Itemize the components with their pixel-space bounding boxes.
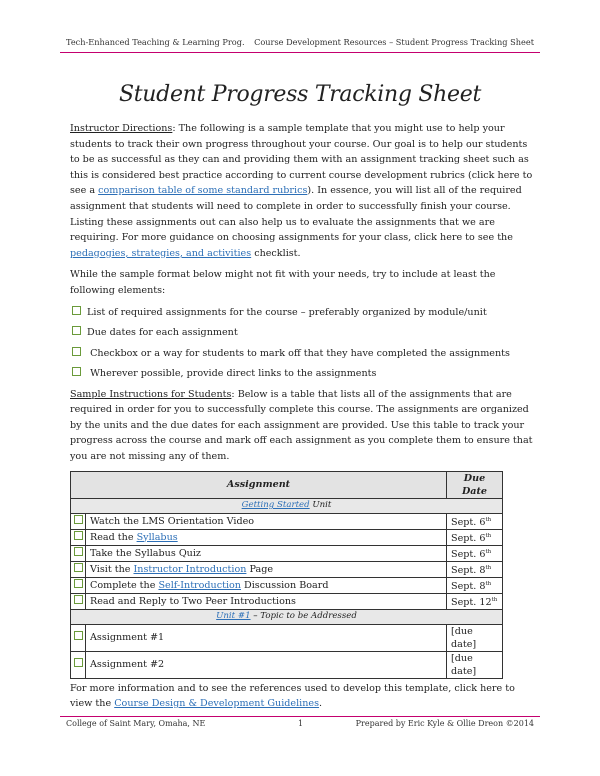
student-instructions-label: Sample Instructions for Students xyxy=(70,388,232,400)
table-header-row xyxy=(71,471,503,498)
elements-list xyxy=(70,305,534,387)
getting-started-link[interactable]: Getting Started xyxy=(241,500,310,510)
list-item: Wherever possible, provide direct links to the assignments xyxy=(70,366,534,387)
instructor-introduction-link[interactable]: Instructor Introduction xyxy=(133,563,247,575)
table-row: Read and Reply to Two Peer Introductions Sept. 12th xyxy=(71,593,503,609)
list-item: Due dates for each assignment xyxy=(70,325,534,346)
section-row: Getting Started Unit xyxy=(71,498,503,513)
footer-right: Prepared by Eric Kyle & Ollie Dreon ©2014 xyxy=(355,719,534,728)
self-introduction-link[interactable]: Self-Introduction xyxy=(158,579,241,591)
elements-intro: While the sample format below might not fit with your needs, try to include at least the following elements: xyxy=(70,269,496,296)
checkbox-icon[interactable] xyxy=(72,306,81,315)
assignment-table xyxy=(70,471,503,679)
table-row: Visit the Instructor Introduction Page Sept. 8th xyxy=(71,561,503,577)
rubrics-link[interactable]: comparison table of some standard rubrics xyxy=(98,185,308,197)
checkbox-icon[interactable] xyxy=(74,547,83,556)
checkbox-icon[interactable] xyxy=(74,631,83,640)
due-date-column-header: Due Date xyxy=(447,471,503,498)
checkbox-icon[interactable] xyxy=(74,658,83,667)
list-item: Checkbox or a way for students to mark off that they have completed the assignments xyxy=(70,346,534,367)
section-row: Unit #1 – Topic to be Addressed xyxy=(71,609,503,624)
checkbox-icon[interactable] xyxy=(74,531,83,540)
more-information: For more information and to see the references used to develop this template, click here to view the Course Design & Development Guidelines. xyxy=(70,682,515,710)
checkbox-icon[interactable] xyxy=(74,595,83,604)
header-right: Course Development Resources – Student Progress Tracking Sheet xyxy=(254,37,534,47)
checkbox-icon[interactable] xyxy=(74,515,83,524)
page-header xyxy=(66,37,534,53)
checkbox-icon[interactable] xyxy=(74,563,83,572)
table-row: Take the Syllabus Quiz Sept. 6th xyxy=(71,545,503,561)
student-instructions: Sample Instructions for Students: Below is a table that lists all of the assignments that are required in order for you to successfully complete this course. The assignments are organized by the units and the due dates for each assignment are provided. Use this table to track your progress across the course and mark off each assignment as you complete them to ensure that you are not missing any of them. xyxy=(70,388,533,462)
checkbox-icon[interactable] xyxy=(72,347,81,356)
document-body xyxy=(70,121,534,718)
list-item: List of required assignments for the course – preferably organized by module/unit xyxy=(70,305,534,326)
guidelines-link[interactable]: Course Design & Development Guidelines xyxy=(114,698,320,710)
table-row: Watch the LMS Orientation Video Sept. 6th xyxy=(71,513,503,529)
table-row: Complete the Self-Introduction Discussion Board Sept. 8th xyxy=(71,577,503,593)
header-left: Tech-Enhanced Teaching & Learning Prog. xyxy=(66,37,245,47)
footer-left: College of Saint Mary, Omaha, NE xyxy=(66,719,206,728)
checkbox-icon[interactable] xyxy=(74,579,83,588)
instructor-directions: Instructor Directions: The following is a sample template that you might use to help your students to track their own progress throughout your course. Our goal is to help our students to be as successful as they can and providing them with an assignment tracking sheet such as this is considered best practice according to current course development rubrics (click here to see a comparison table of some standard rubrics). In essence, you will list all of the required assignment that students will need to complete in order to successfully finish your course. Listing these assignments out can also help us to evaluate the assignments that we are requiring. For more guidance on choosing assignments for your class, click here to see the pedagogies, strategies, and activities checklist. xyxy=(70,123,533,259)
unit-1-link[interactable]: Unit #1 xyxy=(216,611,251,621)
syllabus-link[interactable]: Syllabus xyxy=(136,531,178,543)
table-row: Assignment #1 [due date] xyxy=(71,624,503,651)
checkbox-icon[interactable] xyxy=(72,326,81,335)
table-row: Assignment #2 [due date] xyxy=(71,651,503,678)
pedagogies-link[interactable]: pedagogies, strategies, and activities xyxy=(70,247,252,259)
checkbox-icon[interactable] xyxy=(72,367,81,376)
page-number: 1 xyxy=(298,719,304,728)
page-title: Student Progress Tracking Sheet xyxy=(118,82,481,107)
footer-rule xyxy=(60,716,540,717)
page-footer xyxy=(66,719,534,733)
directions-label: Instructor Directions xyxy=(70,123,173,134)
assignment-column-header: Assignment xyxy=(71,471,447,498)
table-row: Read the Syllabus Sept. 6th xyxy=(71,529,503,545)
header-rule xyxy=(60,52,540,53)
